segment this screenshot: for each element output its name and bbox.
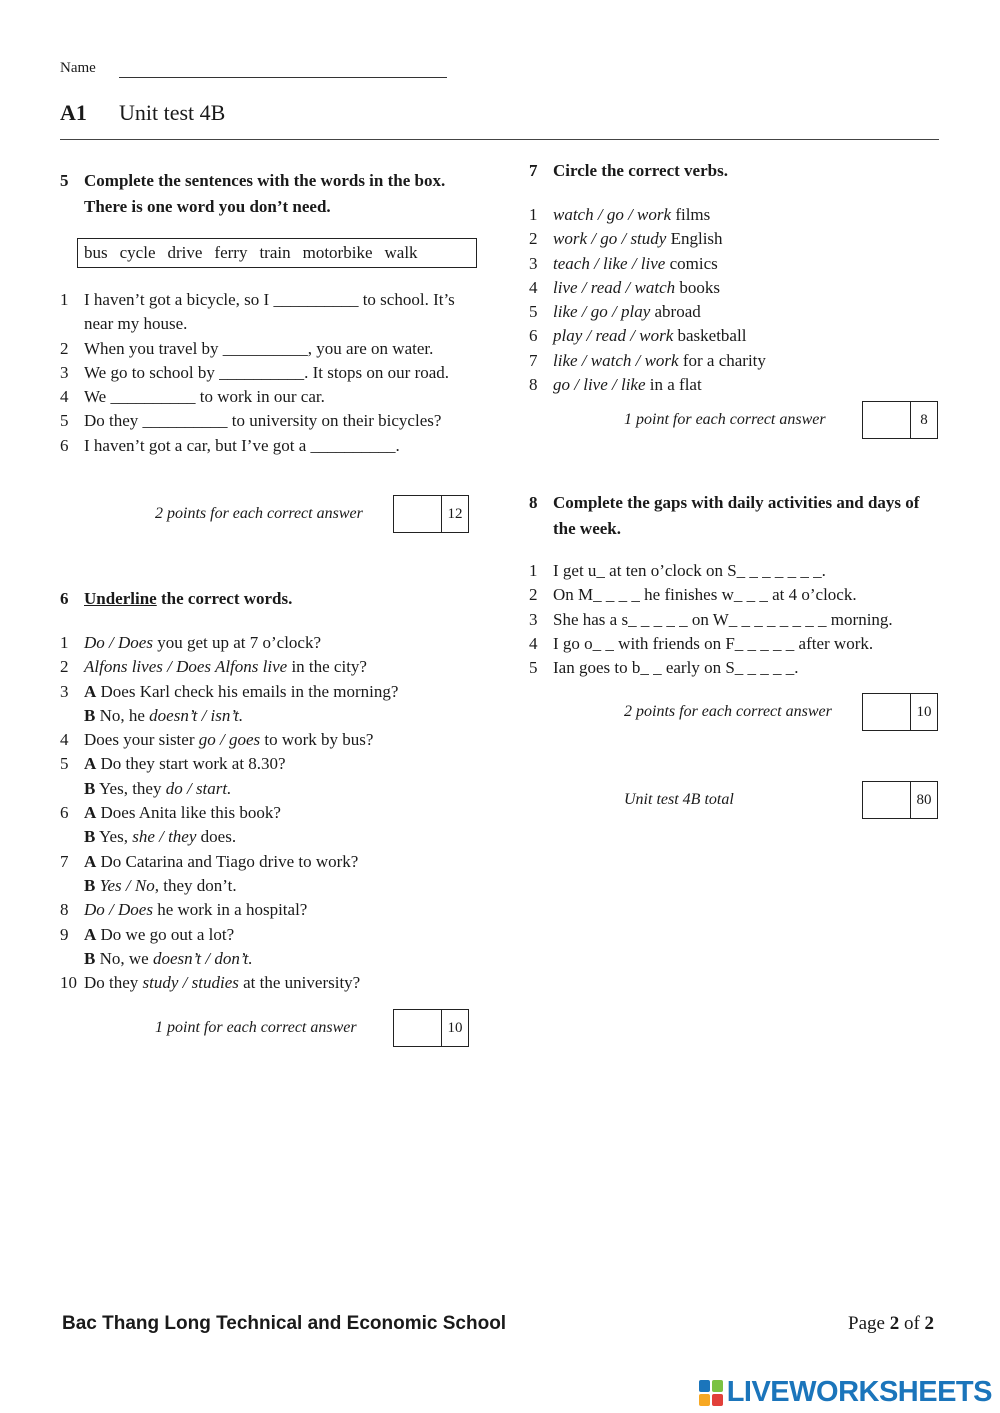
score-box — [862, 693, 938, 731]
item-text — [84, 801, 281, 850]
item-text — [553, 203, 710, 227]
list-item — [529, 349, 949, 373]
list-item — [60, 288, 480, 337]
list-item — [529, 373, 949, 397]
task8-score — [624, 693, 932, 731]
score-max: 10 — [916, 703, 932, 720]
list-item — [60, 728, 490, 752]
list-item — [529, 632, 949, 656]
points-note: 2 points for each correct answer — [155, 505, 363, 522]
item-number: 9 — [60, 924, 69, 944]
item-options[interactable]: go / goes — [198, 730, 261, 750]
item-rest: in a flat — [645, 375, 702, 395]
item-rest: abroad — [650, 302, 701, 322]
list-item — [60, 434, 480, 458]
list-item — [60, 361, 470, 385]
item-pre: Does your sister — [84, 730, 199, 750]
item-text — [553, 300, 701, 324]
item-options[interactable]: watch / go / work — [553, 205, 672, 224]
item-text — [84, 752, 286, 801]
item-text — [84, 923, 253, 972]
list-item — [529, 252, 949, 276]
current-page: 2 — [889, 1313, 900, 1334]
of-word: of — [903, 1313, 920, 1334]
line-a: Does Karl check his emails in the morning? — [96, 681, 399, 701]
line-a: Do they start work at 8.30? — [96, 754, 286, 774]
item-text — [553, 227, 723, 251]
points-note: 1 point for each correct answer — [155, 1019, 357, 1036]
item-number: 2 — [529, 585, 538, 605]
speaker-a: A — [84, 803, 97, 823]
total-score — [624, 781, 932, 819]
item-number: 2 — [60, 657, 69, 677]
item-text: We go to school by __________. It stops on our road. — [84, 362, 450, 382]
task8-heading — [529, 490, 939, 542]
item-pre: Do they — [84, 973, 143, 993]
name-label: Name — [60, 60, 96, 76]
word-box — [77, 238, 477, 268]
item-number: 1 — [60, 290, 69, 309]
word-box-item: train — [259, 243, 291, 262]
list-item — [529, 276, 949, 300]
task6-items — [60, 631, 490, 995]
speaker-a: A — [84, 681, 97, 701]
score-input[interactable] — [394, 496, 442, 532]
item-options[interactable]: study / studies — [142, 973, 239, 993]
item-options[interactable]: go / live / like — [553, 375, 646, 395]
task7-title: Circle the correct verbs. — [553, 161, 728, 180]
line-a: Do Catarina and Tiago drive to work? — [96, 851, 359, 871]
list-item — [60, 631, 490, 655]
item-number: 8 — [60, 900, 69, 920]
item-number: 4 — [529, 633, 538, 653]
list-item — [60, 337, 480, 361]
task6-number: 6 — [60, 589, 69, 608]
list-item — [60, 923, 490, 972]
item-number: 6 — [529, 326, 538, 346]
item-rest: books — [675, 277, 720, 297]
list-item — [60, 385, 480, 409]
word-box-item: bus — [84, 243, 108, 262]
item-rest: English — [666, 229, 723, 249]
list-item — [60, 655, 490, 679]
item-number: 2 — [529, 229, 538, 249]
item-text — [553, 373, 702, 397]
speaker-a: A — [84, 924, 97, 944]
score-max: 10 — [447, 1019, 463, 1036]
score-input[interactable] — [863, 694, 911, 730]
item-text: When you travel by __________, you are on water. — [84, 338, 434, 358]
list-item — [529, 300, 949, 324]
total-label: Unit test 4B total — [624, 791, 734, 808]
score-max: 12 — [447, 505, 463, 522]
item-number: 4 — [60, 730, 69, 750]
task7-score — [624, 401, 928, 439]
list-item — [60, 752, 490, 801]
score-input[interactable] — [863, 782, 911, 818]
item-text — [553, 252, 718, 276]
speaker-b: B — [84, 948, 96, 968]
total-pages: 2 — [924, 1313, 935, 1334]
task5-items — [60, 288, 480, 458]
item-text: I haven’t got a car, but I’ve got a __________. — [84, 435, 400, 455]
item-options[interactable]: work / go / study — [553, 229, 667, 249]
school-name: Bac Thang Long Technical and Economic School — [62, 1313, 507, 1334]
item-rest: at the university? — [238, 973, 361, 993]
score-box — [393, 1009, 469, 1047]
item-number: 3 — [60, 362, 69, 382]
page-number — [848, 1313, 934, 1335]
score-input[interactable] — [863, 402, 911, 438]
level-label: A1 — [60, 100, 87, 125]
header-divider — [60, 139, 939, 140]
score-box — [862, 401, 938, 439]
item-options[interactable]: she / they — [132, 827, 197, 847]
list-item — [60, 680, 490, 729]
list-item — [529, 608, 949, 632]
item-text: Do they __________ to university on their bicycles? — [84, 411, 442, 431]
speaker-b: B — [84, 705, 96, 725]
task5-heading — [60, 168, 460, 220]
item-text: We __________ to work in our car. — [84, 387, 325, 407]
item-rest: in the city? — [287, 657, 367, 677]
list-item — [529, 324, 949, 348]
line-b-pre: No, he — [95, 705, 150, 725]
item-number: 4 — [60, 387, 69, 407]
task6-title-underlined: Underline — [84, 589, 157, 608]
item-number: 1 — [529, 561, 538, 580]
task6-title — [84, 586, 292, 612]
item-text — [84, 898, 307, 922]
item-text — [84, 971, 360, 995]
list-item — [60, 898, 490, 922]
item-text — [84, 631, 321, 655]
item-number: 3 — [529, 609, 538, 629]
list-item — [529, 656, 949, 680]
score-max: 80 — [916, 791, 932, 808]
list-item — [60, 801, 490, 850]
item-number: 6 — [60, 435, 69, 455]
speaker-b: B — [84, 778, 96, 798]
item-text: On M_ _ _ _ he finishes w_ _ _ at 4 o’clock. — [553, 585, 857, 605]
item-number: 5 — [529, 658, 538, 678]
item-rest: basketball — [673, 326, 747, 346]
task5-number: 5 — [60, 171, 69, 190]
task7-number: 7 — [529, 161, 538, 180]
item-number: 1 — [529, 205, 538, 224]
item-text: I get u_ at ten o’clock on S_ _ _ _ _ _ _. — [553, 561, 826, 580]
item-options[interactable]: teach / like / live — [553, 253, 666, 273]
speaker-b: B — [84, 875, 96, 895]
item-text: Ian goes to b_ _ early on S_ _ _ _ _. — [553, 658, 799, 678]
page-title: Unit test 4B — [119, 100, 226, 125]
item-number: 5 — [60, 754, 69, 774]
item-rest: for a charity — [678, 350, 766, 370]
item-rest: you get up at 7 o’clock? — [152, 633, 322, 652]
line-b-pre: Yes, they — [95, 778, 166, 798]
item-options[interactable]: doesn’t / don’t. — [152, 948, 253, 968]
item-rest: he work in a hospital? — [152, 900, 308, 920]
item-number: 3 — [60, 681, 69, 701]
score-input[interactable] — [394, 1010, 442, 1046]
speaker-b: B — [84, 827, 96, 847]
task6-heading — [60, 586, 480, 612]
line-a: Do we go out a lot? — [96, 924, 235, 944]
word-box-item: walk — [384, 243, 418, 262]
item-text: She has a s_ _ _ _ _ on W_ _ _ _ _ _ _ _ morning. — [553, 609, 893, 629]
task8-items — [529, 559, 949, 680]
item-number: 5 — [60, 411, 69, 431]
item-options[interactable]: play / read / work — [553, 326, 674, 346]
logo-text: LIVEWORKSHEETS — [726, 1376, 992, 1408]
item-text — [84, 680, 398, 729]
line-b-pre: Yes, — [95, 827, 133, 847]
word-box-item: ferry — [214, 243, 248, 262]
list-item — [529, 227, 949, 251]
item-options[interactable]: Do / Does — [84, 900, 153, 920]
item-number: 7 — [529, 350, 538, 370]
list-item — [60, 971, 490, 995]
item-number: 4 — [529, 277, 538, 297]
item-number: 6 — [60, 803, 69, 823]
item-text — [553, 276, 720, 300]
item-text — [553, 349, 766, 373]
item-text — [84, 728, 373, 752]
task8-number: 8 — [529, 493, 538, 512]
task5-title: Complete the sentences with the words in the box. There is one word you don’t need. — [84, 171, 446, 216]
item-options[interactable]: live / read / watch — [553, 277, 676, 297]
points-note: 2 points for each correct answer — [624, 703, 832, 720]
item-options[interactable]: Alfons lives / Does Alfons live — [84, 657, 288, 677]
list-item — [60, 850, 490, 899]
name-input-line[interactable] — [119, 77, 447, 78]
item-number: 10 — [60, 973, 77, 993]
item-options[interactable]: doesn’t / isn’t. — [149, 705, 244, 725]
item-text — [84, 850, 358, 899]
points-note: 1 point for each correct answer — [624, 411, 826, 428]
list-item — [60, 409, 480, 433]
score-box — [393, 495, 469, 533]
list-item — [529, 559, 949, 583]
score-max: 8 — [920, 411, 928, 428]
item-options[interactable]: like / go / play — [553, 302, 651, 322]
score-box — [862, 781, 938, 819]
liveworksheets-icon — [699, 1380, 723, 1406]
item-options[interactable]: Do / Does — [84, 633, 153, 652]
item-number: 1 — [60, 633, 69, 652]
item-options[interactable]: Yes / No — [99, 875, 155, 895]
item-number: 5 — [529, 302, 538, 322]
item-rest: films — [671, 205, 711, 224]
word-box-item: motorbike — [302, 243, 373, 262]
item-number: 8 — [529, 375, 538, 395]
task7-items — [529, 203, 949, 397]
item-options[interactable]: like / watch / work — [553, 350, 679, 370]
list-item — [529, 203, 949, 227]
line-b-pre: No, we — [95, 948, 153, 968]
item-text — [84, 655, 367, 679]
item-rest: comics — [665, 253, 718, 273]
item-number: 7 — [60, 851, 69, 871]
page-word: Page — [848, 1313, 885, 1334]
item-text: I haven’t got a bicycle, so I __________ to school. It’s near my house. — [84, 290, 455, 334]
liveworksheets-logo[interactable] — [699, 1376, 992, 1409]
line-b-post: , they don’t. — [154, 875, 237, 895]
word-box-item: cycle — [119, 243, 156, 262]
item-rest: to work by bus? — [260, 730, 374, 750]
task7-heading — [529, 158, 949, 184]
line-a: Does Anita like this book? — [96, 803, 281, 823]
item-number: 2 — [60, 338, 69, 358]
item-text — [553, 324, 746, 348]
speaker-a: A — [84, 754, 97, 774]
line-b-post: does. — [196, 827, 237, 847]
item-options[interactable]: do / start. — [165, 778, 232, 798]
speaker-a: A — [84, 851, 97, 871]
task8-title: Complete the gaps with daily activities and days of the week. — [553, 493, 920, 538]
list-item — [529, 583, 949, 607]
word-box-item: drive — [167, 243, 203, 262]
task6-title-rest: the correct words. — [156, 589, 293, 608]
task5-score — [155, 495, 463, 533]
task6-score — [155, 1009, 463, 1047]
item-number: 3 — [529, 253, 538, 273]
item-text: I go o_ _ with friends on F_ _ _ _ _ after work. — [553, 633, 874, 653]
